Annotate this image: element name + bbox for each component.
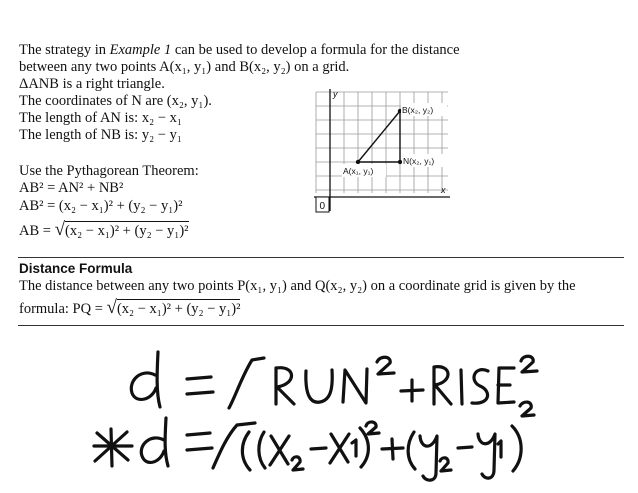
intro-line-2: between any two points A(x₁, y₁) and B(x₂, y₂) on a grid.: [19, 59, 350, 75]
pythagoras-line-3: AB² = (x₂ − x₁)² + (y₂ − y₁)²: [19, 198, 183, 214]
point-a-label: A(x₁, y₁): [343, 166, 374, 176]
intro-line-6: The length of NB is: y₂ − y₁: [19, 127, 182, 143]
intro-line-4: The coordinates of N are (x₂, y₁).: [19, 93, 212, 109]
pythagoras-line-2: AB² = AN² + NB²: [19, 180, 124, 196]
origin-label: 0: [319, 201, 326, 212]
point-b-label: B(x₂, y₂): [402, 105, 434, 115]
pq-radicand: (x₂ − x₁)² + (y₂ − y₁)²: [116, 301, 241, 317]
ab-label: AB =: [19, 223, 51, 239]
pythagoras-line-1: Use the Pythagorean Theorem:: [19, 163, 199, 179]
intro-line-5: The length of AN is: x₂ − x₁: [19, 110, 182, 126]
point-n-label: N(x₂, y₁): [403, 156, 435, 166]
intro-line-1: The strategy in Example 1 can be used to develop a formula for the distance: [19, 42, 460, 58]
x-axis-label: x: [441, 185, 446, 195]
ab-radicand: (x₂ − x₁)² + (y₂ − y₁)²: [65, 223, 189, 239]
radical-sign-icon: √: [54, 219, 66, 240]
y-axis-label: y: [333, 89, 338, 99]
pq-label: formula: PQ =: [19, 301, 103, 317]
distance-formula-heading: Distance Formula: [19, 261, 133, 276]
distance-formula-line-1: The distance between any two points P(x₁, y₁) and Q(x₂, y₂) on a coordinate grid is given by the: [19, 278, 576, 294]
radical-sign-icon: √: [106, 297, 117, 318]
intro-line-3: ΔANB is a right triangle.: [19, 76, 165, 92]
example-reference: Example 1: [109, 42, 172, 58]
